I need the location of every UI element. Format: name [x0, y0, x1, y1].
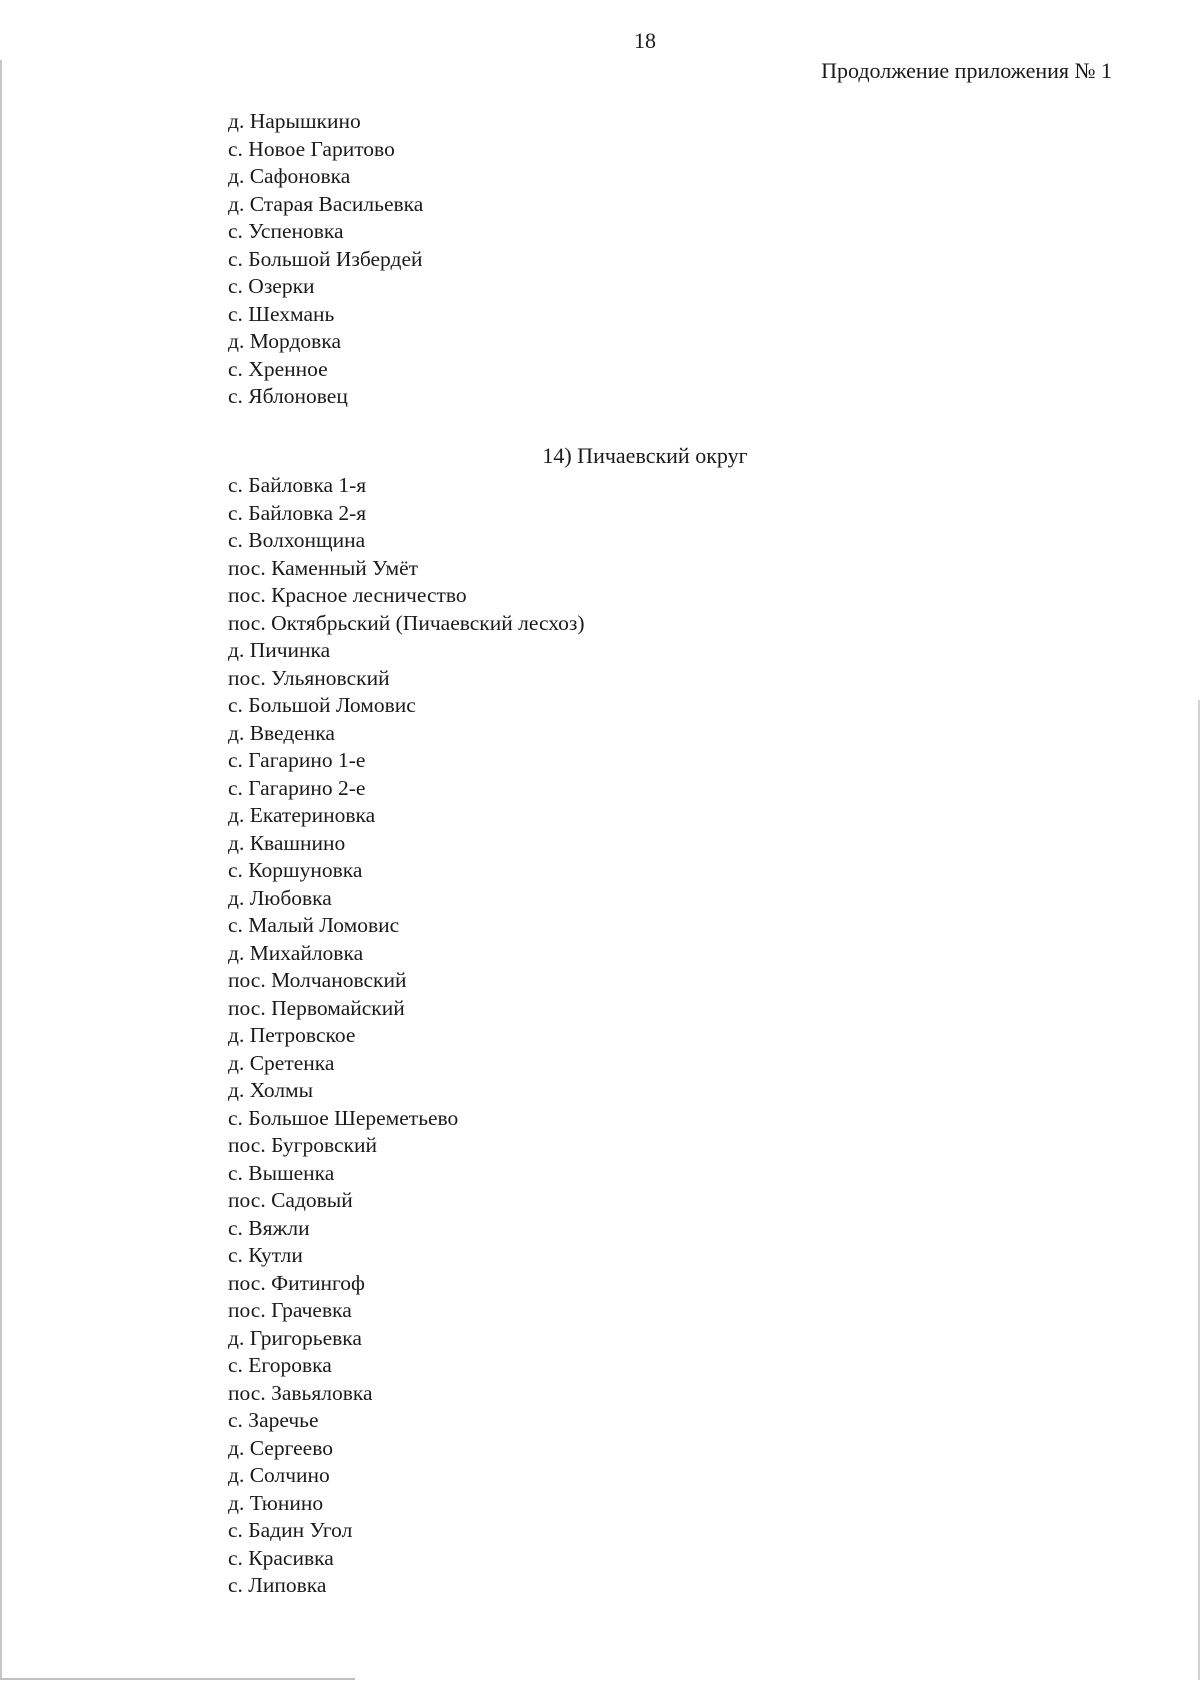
list-item: с. Егоровка [228, 1353, 332, 1377]
page-number: 18 [634, 28, 656, 53]
list-item: пос. Каменный Умёт [228, 555, 419, 580]
list-item: д. Старая Васильевка [228, 191, 424, 216]
list-item: с. Гагарино 1-е [228, 748, 366, 772]
list-item: д. Екатериновка [228, 803, 376, 827]
list-item: с. Большое Шереметьево [228, 1105, 459, 1130]
list-item: пос. Красное лесничество [228, 583, 467, 607]
list-item: пос. Грачевка [228, 1298, 352, 1322]
list-item: с. Большой Избердей [228, 246, 423, 271]
list-item: д. Холмы [228, 1078, 314, 1102]
list-item: с. Красивка [228, 1545, 334, 1570]
list-item: д. Григорьевка [228, 1325, 362, 1350]
list-item: д. Нарышкино [228, 109, 361, 133]
list-item: д. Сафоновка [228, 164, 351, 188]
list-item: д. Квашнино [228, 830, 346, 855]
list-item: пос. Молчановский [228, 968, 407, 992]
list-item: с. Кутли [228, 1243, 303, 1267]
list-item: с. Малый Ломовис [228, 913, 400, 937]
list-item: с. Волхонщина [228, 528, 366, 552]
list-item: д. Сретенка [228, 1050, 335, 1075]
list-item: с. Хренное [228, 356, 328, 381]
list-item: д. Введенка [228, 720, 335, 745]
list-item: д. Пичинка [228, 638, 331, 662]
list-item: пос. Первомайский [228, 995, 405, 1020]
list-item: с. Большой Ломовис [228, 693, 416, 717]
settlement-list-section [228, 472, 585, 1600]
list-item: с. Озерки [228, 274, 315, 298]
list-item: д. Михайловка [228, 940, 364, 965]
scan-edge-bottom [0, 1678, 355, 1680]
list-item: пос. Завьяловка [228, 1380, 373, 1405]
list-item: пос. Садовый [228, 1188, 353, 1212]
list-item: с. Байловка 2-я [228, 500, 367, 525]
list-item: с. Заречье [228, 1408, 319, 1432]
list-item: пос. Ульяновский [228, 665, 390, 690]
list-item: с. Вышенка [228, 1160, 335, 1185]
list-item: пос. Октябрьский (Пичаевский лесхоз) [228, 610, 585, 635]
list-item: с. Байловка 1-я [228, 473, 367, 497]
list-item: с. Шехмань [228, 301, 335, 326]
list-item: с. Успеновка [228, 219, 344, 243]
list-item: д. Тюнино [228, 1490, 324, 1515]
list-item: д. Любовка [228, 885, 332, 910]
list-item: д. Петровское [228, 1023, 356, 1047]
list-item: д. Солчино [228, 1463, 330, 1487]
list-item: д. Мордовка [228, 329, 341, 353]
scan-edge-left [0, 60, 2, 1680]
list-item: с. Бадин Угол [228, 1518, 353, 1542]
list-item: пос. Фитингоф [228, 1270, 365, 1295]
list-item: д. Сергеево [228, 1435, 333, 1460]
list-item: с. Липовка [228, 1573, 327, 1597]
list-item: с. Коршуновка [228, 858, 363, 882]
settlement-list-continued [228, 108, 423, 411]
list-item: пос. Бугровский [228, 1133, 377, 1157]
list-item: с. Яблоновец [228, 384, 348, 408]
list-item: с. Гагарино 2-е [228, 775, 366, 800]
section-heading: 14) Пичаевский округ [542, 443, 748, 468]
appendix-continuation-note: Продолжение приложения № 1 [821, 58, 1112, 83]
list-item: с. Вяжли [228, 1215, 310, 1240]
list-item: с. Новое Гаритово [228, 136, 395, 161]
